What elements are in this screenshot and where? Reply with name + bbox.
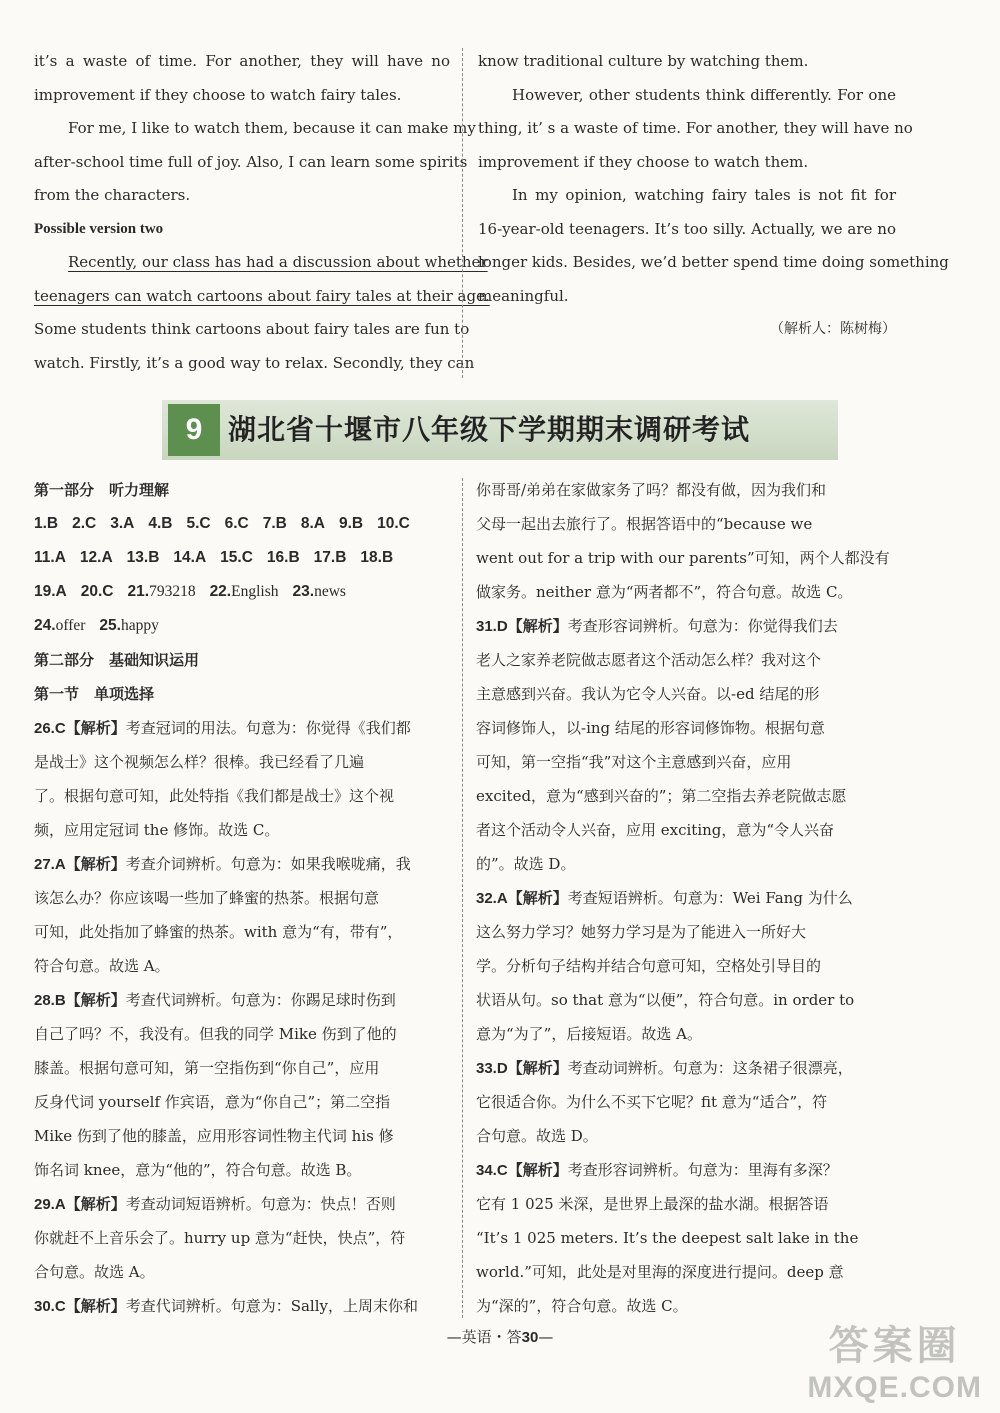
answer-row xyxy=(34,541,448,575)
analysis-tag: 【解析】 xyxy=(507,1059,568,1077)
analysis-tag: 【解析】 xyxy=(507,889,568,907)
explanation-text: 的”。故选 D。 xyxy=(476,855,576,873)
explanation-line xyxy=(34,1153,448,1187)
explanation-line xyxy=(476,779,896,813)
answer-number: 21. xyxy=(127,583,150,600)
explanation-text: Mike 伤到了他的膝盖，应用形容词性物主代词 his 修 xyxy=(34,1127,394,1145)
column-divider xyxy=(462,48,463,378)
answer: 1.B xyxy=(34,515,59,532)
explanation-text: 合句意。故选 D。 xyxy=(476,1127,598,1145)
explanation-line xyxy=(476,507,896,541)
explanation-first-line xyxy=(476,881,896,915)
question-answer: 29.A xyxy=(34,1196,66,1213)
answer: 6.C xyxy=(224,515,249,532)
explanation-line xyxy=(476,1085,896,1119)
explanations-right xyxy=(476,473,896,1323)
explanation-line xyxy=(476,575,896,609)
answer-text: happy xyxy=(120,617,159,634)
question-answer: 27.A xyxy=(34,856,66,873)
text-line: 16-year-old teenagers. It’s too silly. Actually, we are no xyxy=(478,219,896,238)
analysis-tag: 【解析】 xyxy=(65,1297,126,1315)
explanation-line xyxy=(34,745,448,779)
explanation-line xyxy=(476,677,896,711)
answers-left-column xyxy=(34,473,448,1323)
section-heading: 第一节 单项选择 xyxy=(34,685,155,703)
explanation-line xyxy=(476,1017,896,1051)
explanation-line xyxy=(476,541,896,575)
explanation-line xyxy=(476,983,896,1017)
explanation-text: 该怎么办？你应该喝一些加了蜂蜜的热茶。根据句意 xyxy=(34,889,380,907)
explanation-text: 你哥哥/弟弟在家做家务了吗？都没有做，因为我们和 xyxy=(476,481,827,499)
answer-text: English xyxy=(231,583,279,600)
explanation-text: 考查冠词的用法。句意为：你觉得《我们都 xyxy=(125,719,411,737)
analysis-tag: 【解析】 xyxy=(507,617,568,635)
exam-number: 9 xyxy=(168,404,220,456)
explanation-text: 考查短语辨析。句意为：Wei Fang 为什么 xyxy=(567,889,853,907)
explanation-line xyxy=(476,745,896,779)
explanation-line xyxy=(476,473,896,507)
answer: 11.A xyxy=(34,549,66,566)
section-heading: Possible version two xyxy=(34,220,164,237)
answer: 10.C xyxy=(377,515,410,532)
explanation-line xyxy=(34,1017,448,1051)
explanation-text: 反身代词 yourself 作宾语，意为“你自己”；第二空指 xyxy=(34,1093,391,1111)
explanation-line xyxy=(34,779,448,813)
analysis-tag: 【解析】 xyxy=(65,855,126,873)
text-line: In my opinion, watching fairy tales is not fit for xyxy=(512,186,896,204)
answer: 16.B xyxy=(266,549,300,566)
answer: 5.C xyxy=(186,515,211,532)
explanation-text: 父母一起出去旅行了。根据答语中的“because we xyxy=(476,515,813,533)
explanation-text: world.”可知，此处是对里海的深度进行提问。deep 意 xyxy=(476,1263,844,1281)
explanation-text: 容词修饰人，以-ing 结尾的形容词修饰物。根据句意 xyxy=(476,719,825,737)
explanation-line xyxy=(34,949,448,983)
answer-number: 22. xyxy=(209,583,232,600)
text-line: teenagers can watch cartoons about fairy tales at their age. xyxy=(34,286,490,305)
text-line: thing, it’ s a waste of time. For another, they will have no xyxy=(478,119,913,137)
explanation-text: 考查介词辨析。句意为：如果我喉咙痛，我 xyxy=(125,855,411,873)
explanation-text: 学。分析句子结构并结合句意可知，空格处引导目的 xyxy=(476,957,822,975)
watermark-logo: 答案圈 xyxy=(828,1324,961,1368)
explanation-text: 为“深的”，符合句意。故选 C。 xyxy=(476,1297,688,1315)
explanation-first-line xyxy=(34,1187,448,1221)
explanation-text: 你就赶不上音乐会了。hurry up 意为“赶快，快点”，符 xyxy=(34,1229,406,1247)
explanation-text: 它有 1 025 米深，是世界上最深的盐水湖。根据答语 xyxy=(476,1195,829,1213)
explanation-text: 主意感到兴奋。我认为它令人兴奋。以-ed 结尾的形 xyxy=(476,685,820,703)
explanation-line xyxy=(34,1221,448,1255)
analysis-tag: 【解析】 xyxy=(65,719,126,737)
answer: 14.A xyxy=(173,549,207,566)
explanation-line xyxy=(476,711,896,745)
explanation-line xyxy=(476,915,896,949)
section-heading: 第二部分 基础知识运用 xyxy=(34,651,200,669)
text-line: improvement if they choose to watch fairy tales. xyxy=(34,85,402,104)
explanation-line xyxy=(476,1187,896,1221)
text-line: improvement if they choose to watch them. xyxy=(478,152,809,171)
answer-row xyxy=(34,507,448,541)
text-line: meaningful. xyxy=(478,286,569,305)
analysis-tag: 【解析】 xyxy=(65,1195,126,1213)
answer-row xyxy=(34,609,448,643)
answer-number: 25. xyxy=(99,617,121,634)
text-line: Recently, our class has had a discussion about whether xyxy=(68,253,488,271)
analysis-tag: 【解析】 xyxy=(65,991,126,1009)
text-line: longer kids. Besides, we’d better spend time doing something xyxy=(478,253,949,271)
answer: 3.A xyxy=(110,515,135,532)
text-line: it’s a waste of time. For another, they will have no xyxy=(34,52,450,70)
explanation-line xyxy=(476,1119,896,1153)
answer: 15.C xyxy=(220,549,253,566)
explanation-text: 考查代词辨析。句意为：你踢足球时伤到 xyxy=(125,991,396,1009)
explanations-left xyxy=(34,711,448,1323)
author-credit: （解析人：陈树梅） xyxy=(770,321,896,337)
page-number: 30 xyxy=(521,1329,539,1346)
text-line: from the characters. xyxy=(34,186,191,204)
explanation-text: 可知，第一空指“我”对这个主意感到兴奋，应用 xyxy=(476,753,792,771)
explanation-first-line xyxy=(34,711,448,745)
explanation-line xyxy=(34,1085,448,1119)
exam-title: 湖北省十堰市八年级下学期期末调研考试 xyxy=(228,413,751,446)
answer: 12.A xyxy=(79,549,113,566)
explanation-text: 饰名词 knee，意为“他的”，符合句意。故选 B。 xyxy=(34,1161,362,1179)
explanation-text: “It’s 1 025 meters. It’s the deepest salt lake in the xyxy=(476,1229,859,1247)
explanation-first-line xyxy=(476,609,896,643)
explanation-text: 可知，此处指加了蜂蜜的热茶。with 意为“有，带有”， xyxy=(34,923,403,941)
explanation-text: 频，应用定冠词 the 修饰。故选 C。 xyxy=(34,821,280,839)
top-right-column xyxy=(478,45,949,347)
explanation-line xyxy=(476,813,896,847)
analysis-tag: 【解析】 xyxy=(507,1161,568,1179)
text-line: watch. Firstly, it’s a good way to relax. Secondly, they can xyxy=(34,353,475,372)
explanation-line xyxy=(34,881,448,915)
explanation-text: 合句意。故选 A。 xyxy=(34,1263,155,1281)
explanation-line xyxy=(34,1119,448,1153)
explanation-line xyxy=(34,813,448,847)
explanation-line xyxy=(476,643,896,677)
answer: 9.B xyxy=(339,515,364,532)
question-answer: 32.A xyxy=(476,890,508,907)
explanation-first-line xyxy=(34,1289,448,1323)
explanation-text: 它很适合你。为什么不买下它呢？fit 意为“适合”，符 xyxy=(476,1093,828,1111)
explanation-text: 者这个活动令人兴奋，应用 exciting，意为“令人兴奋 xyxy=(476,821,835,839)
explanation-text: 自己了吗？不，我没有。但我的同学 Mike 伤到了他的 xyxy=(34,1025,397,1043)
explanation-first-line xyxy=(34,983,448,1017)
explanation-text: 了。根据句意可知，此处特指《我们都是战士》这个视 xyxy=(34,787,395,805)
explanation-line xyxy=(34,1051,448,1085)
exam-banner xyxy=(162,400,838,460)
answer: 19.A xyxy=(34,583,67,600)
explanation-text: 考查代词辨析。句意为：Sally，上周末你和 xyxy=(125,1297,418,1315)
section-heading: 第一部分 听力理解 xyxy=(34,481,170,499)
text-line: Some students think cartoons about fairy tales are fun to xyxy=(34,320,470,338)
answer: 17.B xyxy=(313,549,347,566)
explanation-text: 意为“为了”，后接短语。故选 A。 xyxy=(476,1025,702,1043)
answer-text: news xyxy=(314,583,346,600)
answer: 20.C xyxy=(80,583,114,600)
explanation-text: 考查形容词辨析。句意为：你觉得我们去 xyxy=(567,617,838,635)
explanation-text: 膝盖。根据句意可知，第一空指伤到“你自己”，应用 xyxy=(34,1059,380,1077)
text-line: However, other students think differently. For one xyxy=(512,85,896,104)
question-answer: 33.D xyxy=(476,1060,508,1077)
footer-subject: —英语・答 xyxy=(446,1328,522,1346)
explanation-line xyxy=(34,1255,448,1289)
watermark-url: MXQE.COM xyxy=(807,1371,982,1404)
explanation-text: went out for a trip with our parents”可知，两个人都没有 xyxy=(476,549,890,567)
answer-number: 23. xyxy=(292,583,315,600)
explanation-line xyxy=(476,1255,896,1289)
question-answer: 34.C xyxy=(476,1162,508,1179)
text-line: know traditional culture by watching them. xyxy=(478,52,809,70)
question-answer: 26.C xyxy=(34,720,66,737)
text-line: For me, I like to watch them, because it can make my xyxy=(68,119,476,137)
explanation-line xyxy=(476,1221,896,1255)
site-watermark xyxy=(807,1314,982,1405)
answer: 7.B xyxy=(262,515,287,532)
answer: 18.B xyxy=(360,549,394,566)
explanation-text: 考查动词短语辨析。句意为：快点！否则 xyxy=(125,1195,396,1213)
question-answer: 30.C xyxy=(34,1298,66,1315)
answer: 13.B xyxy=(126,549,160,566)
explanation-text: 考查形容词辨析。句意为：里海有多深？ xyxy=(567,1161,838,1179)
text-line: after-school time full of joy. Also, I can learn some spirits xyxy=(34,152,468,171)
explanation-first-line xyxy=(34,847,448,881)
top-left-column xyxy=(34,45,490,380)
explanation-line xyxy=(34,915,448,949)
answer-number: 24. xyxy=(34,617,56,634)
explanation-text: 这么努力学习？她努力学习是为了能进入一所好大 xyxy=(476,923,807,941)
explanation-text: 符合句意。故选 A。 xyxy=(34,957,170,975)
footer-end: — xyxy=(538,1328,554,1346)
answer: 2.C xyxy=(72,515,97,532)
explanation-first-line xyxy=(476,1051,896,1085)
column-divider xyxy=(462,478,463,1318)
explanation-text: excited，意为“感到兴奋的”；第二空指去养老院做志愿 xyxy=(476,787,847,805)
answer-row xyxy=(34,575,448,609)
explanation-first-line xyxy=(476,1153,896,1187)
question-answer: 31.D xyxy=(476,618,508,635)
answer: 4.B xyxy=(148,515,173,532)
answers-right-column xyxy=(476,473,896,1323)
explanation-text: 是战士》这个视频怎么样？很棒。我已经看了几遍 xyxy=(34,753,365,771)
explanation-text: 考查动词辨析。句意为：这条裙子很漂亮， xyxy=(567,1059,853,1077)
answer: 8.A xyxy=(300,515,325,532)
explanation-text: 做家务。neither 意为“两者都不”，符合句意。故选 C。 xyxy=(476,583,853,601)
explanation-line xyxy=(476,949,896,983)
question-answer: 28.B xyxy=(34,992,66,1009)
answer-text: offer xyxy=(55,617,86,634)
explanation-line xyxy=(476,847,896,881)
explanation-text: 状语从句。so that 意为“以便”，符合句意。in order to xyxy=(476,991,855,1009)
answer-text: 793218 xyxy=(149,583,196,600)
explanation-text: 老人之家养老院做志愿者这个活动怎么样？我对这个 xyxy=(476,651,822,669)
